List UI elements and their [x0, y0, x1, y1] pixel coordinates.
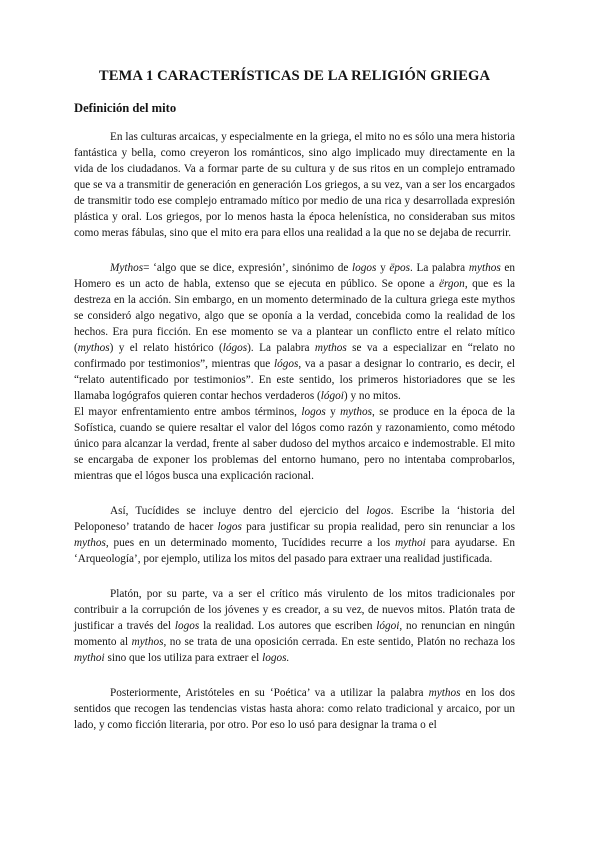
- italic-term: mythos: [468, 262, 501, 274]
- italic-term: mythoi: [74, 652, 105, 664]
- italic-term: lógoi: [320, 390, 344, 402]
- italic-term: mythos: [131, 636, 164, 648]
- paragraph-tucidides: Así, Tucídides se incluye dentro del ejercicio del logos. Escribe la ‘historia del Peloponeso’ tratando de hacer logos para justificar su propia realidad, pero sin renunciar a los mythos, pues en un determinado momento, Tucídides recurre a los mythoi para ayudarse. En ‘Arqueología’, por ejemplo, utiliza los mitos del pasado para extraer una realidad justificada.: [74, 505, 516, 565]
- section-heading: Definición del mito: [74, 101, 177, 115]
- italic-term: logos: [174, 620, 200, 632]
- paragraph-sofistica: El mayor enfrentamiento entre ambos términos, logos y mythos, se produce en la época de la Sofística, cuando se quiere resaltar el valor del lógos como razón y razonamiento, como método único para alcanzar la verdad, frente al saber dudoso del mythos arcaico e indemostrable. El mito se encargaba de exponer los problemas del entorno humano, pero no intentaba comprobarlos, mientras que el lógos busca una explicación racional.: [74, 406, 516, 482]
- italic-term: Mythos: [110, 262, 144, 274]
- italic-term: lógos: [273, 358, 299, 370]
- paragraph-mythos-definicion: Mythos= ‘algo que se dice, expresión’, sinónimo de logos y ëpos. La palabra mythos en Homero es un acto de habla, extenso que se ejecuta en público. Se opone a ërgon, que es la destreza en la acción. Sin embargo, en un momento determinado de la cultura griega este mythos se consideró algo negativo, algo que se oponía a la verdad, concebida como la realidad de los hechos. Era pura ficción. En ese momento se va a plantear un conflicto entre el relato mítico (mythos) y el relato histórico (lógos). La palabra mythos se va a especializar en “relato no confirmado por testimonios”, mientras que lógos, va a pasar a designar lo contrario, es decir, el “relato autentificado por testimonios”. En este sentido, los primeros historiadores que se les llamaba logógrafos quieren contar hechos verdaderos (lógoi) y no mitos.: [74, 262, 516, 402]
- italic-term: logos.: [262, 652, 290, 664]
- italic-term: lógoi: [376, 620, 400, 632]
- italic-term: mythos: [314, 342, 347, 354]
- italic-term: ërgon: [438, 278, 465, 290]
- paragraph-aristoteles: Posteriormente, Aristóteles en su ‘Poética’ va a utilizar la palabra mythos en los dos sentidos que recogen las tendencias vistas hasta ahora: como relato tradicional y arcaico, por un lado, y como ficción literaria, por otro. Por eso lo usó para designar la trama o el: [74, 687, 515, 731]
- italic-term: mythos,: [74, 537, 109, 549]
- italic-term: mythos: [77, 342, 110, 354]
- italic-term: mythos: [428, 687, 461, 699]
- italic-term: mythos: [340, 406, 373, 418]
- paragraph-platon: Platón, por su parte, va a ser el crítico más virulento de los mitos tradicionales por contribuir a la corrupción de los jóvenes y es creador, a su vez, de nuevos mitos. Platón trata de justificar a través del logos la realidad. Los autores que escriben lógoi, no renuncian en ningún momento al mythos, no se trata de una oposición cerrada. En este sentido, Platón no rechaza los mythoi sino que los utiliza para extraer el logos.: [74, 588, 515, 664]
- italic-term: logos: [217, 521, 242, 533]
- italic-term: mythoi: [395, 537, 426, 549]
- paragraph-culturas-arcaicas: En las culturas arcaicas, y especialmente en la griega, el mito no es sólo una mera historia fantástica y bella, como creyeron los románticos, sino algo implicado muy directamente en la vida de los ciudadanos. Va a formar parte de su cultura y de sus ritos en un complejo entramado que se va a transmitir de generación en generación Los griegos, a su vez, van a ser los encargados de transmitir todo ese complejo entramado mítico por medio de una rica y desarrollada expresión plástica y oral. Los griegos, por lo menos hasta la época helenística, no consideraban sus mitos como meras fábulas, sino que el mito era para ellos una realidad a la que no se dejaba de recurrir.: [74, 131, 515, 239]
- italic-term: lógos: [222, 342, 248, 354]
- italic-term: logos: [366, 505, 391, 517]
- italic-term: logos: [352, 262, 377, 274]
- italic-term: logos: [301, 406, 326, 418]
- page-title: TEMA 1 CARACTERÍSTICAS DE LA RELIGIÓN GRIEGA: [98, 68, 491, 84]
- italic-term: ëpos: [389, 262, 411, 274]
